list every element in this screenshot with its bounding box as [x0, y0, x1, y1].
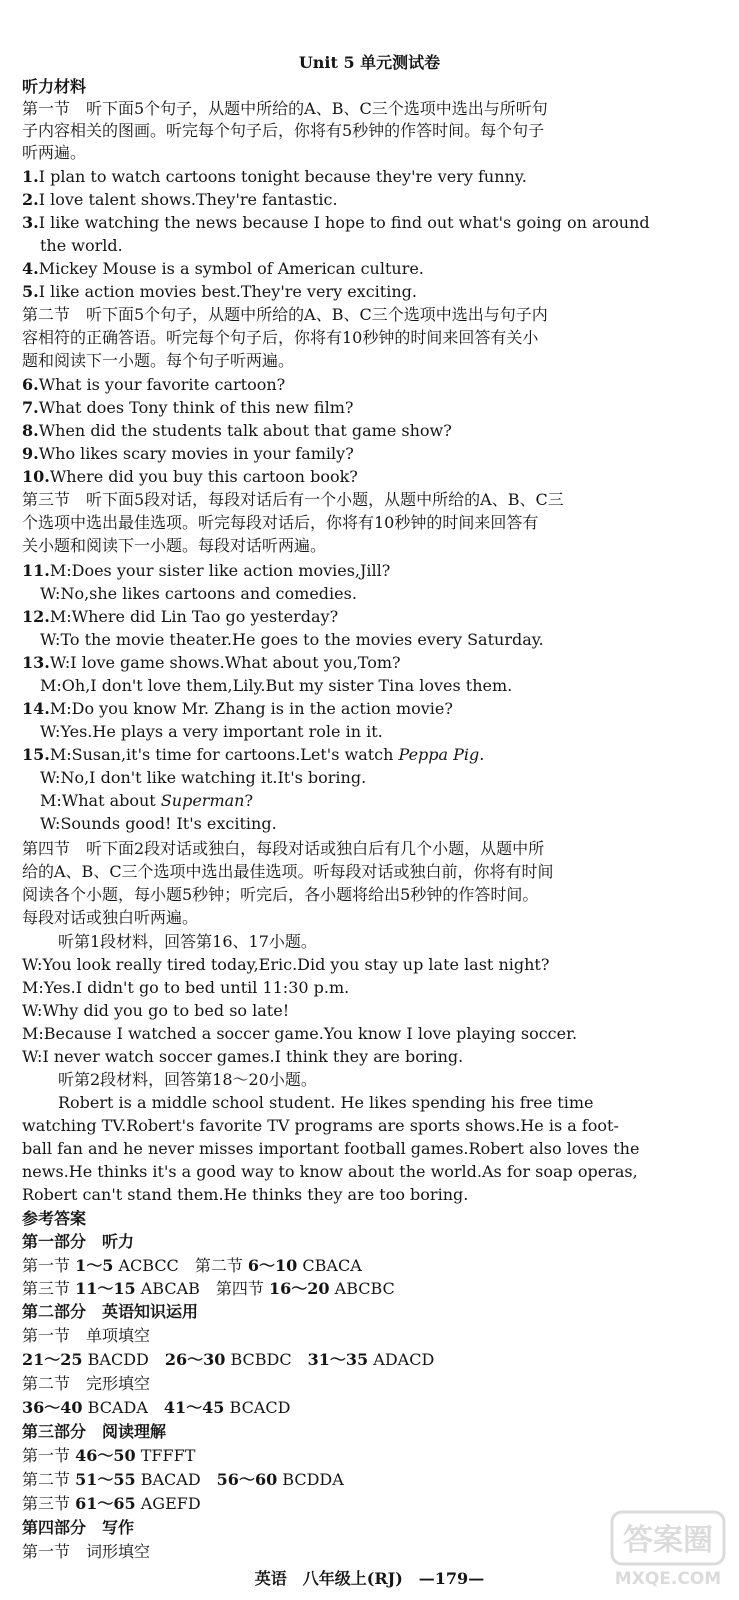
dialogue-line: W:No,I don't like watching it.It's boring. [40, 768, 367, 787]
section4-instruction: 第四节 听下面2段对话或独白，每段对话或独白后有几个小题，从题中所 [22, 839, 545, 858]
passage-line: Robert can't stand them.He thinks they are too boring. [22, 1185, 469, 1204]
watermark-logo-graphic [608, 1506, 728, 1590]
question-item: 4.Mickey Mouse is a symbol of American culture. [22, 259, 424, 278]
dialogue-line: M:What about Superman? [40, 791, 254, 810]
page-title: Unit 5 单元测试卷 [298, 53, 441, 72]
dialogue-line: M:Oh,I don't love them,Lily.But my sister Tina loves them. [40, 676, 513, 695]
section3-instruction: 个选项中选出最佳选项。听完每段对话后，你将有10秒钟的时间来回答有 [22, 513, 539, 532]
question-item: 6.What is your favorite cartoon? [22, 375, 286, 394]
dialogue-line: 11.M:Does your sister like action movies,Jill? [22, 561, 391, 580]
question-item: 3.I like watching the news because I hope to find out what's going on around [22, 213, 650, 232]
section2-instruction: 题和阅读下一小题。每个句子听两遍。 [22, 351, 295, 370]
part-heading: 第三部分 阅读理解 [22, 1422, 167, 1441]
answer-line: 第三节 11～15 ABCAB 第四节 16～20 ABCBC [22, 1279, 395, 1298]
passage-line: news.He thinks it's a good way to know about the world.As for soap operas, [22, 1162, 638, 1181]
passage-line: ball fan and he never misses important football games.Robert also loves the [22, 1139, 640, 1158]
section1-instruction: 子内容相关的图画。听完每个句子后，你将有5秒钟的作答时间。每个句子 [22, 121, 545, 140]
question-item: 2.I love talent shows.They're fantastic. [22, 190, 338, 209]
material-line: W:You look really tired today,Eric.Did you stay up late last night? [22, 955, 550, 974]
dialogue-line: W:To the movie theater.He goes to the movies every Saturday. [40, 630, 544, 649]
question-item: 8.When did the students talk about that game show? [22, 421, 452, 440]
section2-instruction: 容相符的正确答语。听完每个句子后，你将有10秒钟的时间来回答有关小 [22, 328, 539, 347]
passage-line: Robert is a middle school student. He likes spending his free time [58, 1093, 594, 1112]
question-item-continued: the world. [40, 236, 123, 255]
dialogue-line: W:No,she likes cartoons and comedies. [40, 584, 357, 603]
material-line: M:Yes.I didn't go to bed until 11:30 p.m. [22, 978, 350, 997]
dialogue-line: 15.M:Susan,it's time for cartoons.Let's watch Peppa Pig. [22, 745, 485, 764]
part-heading: 第二部分 英语知识运用 [22, 1302, 199, 1321]
material-line: M:Because I watched a soccer game.You know I love playing soccer. [22, 1024, 578, 1043]
answer-line: 第三节 61～65 AGEFD [22, 1494, 201, 1513]
watermark-logo [608, 1506, 728, 1590]
question-item: 5.I like action movies best.They're very exciting. [22, 282, 417, 301]
subsection-heading: 第一节 词形填空 [22, 1542, 151, 1561]
answer-line: 第二节 51～55 BACAD 56～60 BCDDA [22, 1470, 344, 1489]
part-heading: 第四部分 写作 [22, 1518, 135, 1537]
subsection-heading: 第一节 单项填空 [22, 1326, 151, 1345]
dialogue-line: 14.M:Do you know Mr. Zhang is in the action movie? [22, 699, 453, 718]
dialogue-line: W:Sounds good! It's exciting. [40, 814, 277, 833]
material-line: W:Why did you go to bed so late! [22, 1001, 290, 1020]
material-intro: 听第1段材料，回答第16、17小题。 [58, 932, 317, 951]
section1-instruction: 第一节 听下面5个句子，从题中所给的A、B、C三个选项中选出与所听句 [22, 99, 548, 118]
question-item: 10.Where did you buy this cartoon book? [22, 467, 358, 486]
section3-instruction: 关小题和阅读下一小题。每段对话听两遍。 [22, 536, 327, 555]
part-heading: 第一部分 听力 [22, 1232, 135, 1251]
question-item: 1.I plan to watch cartoons tonight because they're very funny. [22, 167, 527, 186]
section2-instruction: 第二节 听下面5个句子，从题中所给的A、B、C三个选项中选出与句子内 [22, 305, 548, 324]
section4-instruction: 给的A、B、C三个选项中选出最佳选项。听每段对话或独白前，你将有时间 [22, 862, 554, 881]
question-item: 7.What does Tony think of this new film? [22, 398, 354, 417]
dialogue-line: W:Yes.He plays a very important role in it. [40, 722, 383, 741]
dialogue-line: 13.W:I love game shows.What about you,Tom? [22, 653, 401, 672]
section1-instruction: 听两遍。 [22, 143, 87, 162]
listening-heading: 听力材料 [22, 77, 87, 96]
svg-text:MXQE.COM: MXQE.COM [614, 1569, 722, 1589]
dialogue-line: 12.M:Where did Lin Tao go yesterday? [22, 607, 339, 626]
answer-line: 21～25 BACDD 26～30 BCBDC 31～35 ADACD [22, 1350, 435, 1369]
section4-instruction: 每段对话或独白听两遍。 [22, 908, 199, 927]
subsection-heading: 第二节 完形填空 [22, 1374, 151, 1393]
material-line: W:I never watch soccer games.I think they are boring. [22, 1047, 464, 1066]
answer-line: 36～40 BCADA 41～45 BCACD [22, 1398, 291, 1417]
answers-heading: 参考答案 [22, 1209, 87, 1228]
answer-line: 第一节 1～5 ACBCC 第二节 6～10 CBACA [22, 1256, 362, 1275]
question-item: 9.Who likes scary movies in your family? [22, 444, 354, 463]
page-footer: 英语 八年级上(RJ) —179— [254, 1569, 485, 1588]
section3-instruction: 第三节 听下面5段对话，每段对话后有一个小题，从题中所给的A、B、C三 [22, 490, 564, 509]
passage-line: watching TV.Robert's favorite TV programs are sports shows.He is a foot- [22, 1116, 619, 1135]
section4-instruction: 阅读各个小题，每小题5秒钟；听完后，各小题将给出5秒钟的作答时间。 [22, 885, 539, 904]
answer-line: 第一节 46～50 TFFFT [22, 1446, 196, 1465]
material-intro: 听第2段材料，回答第18～20小题。 [58, 1070, 317, 1089]
svg-text:答案圈: 答案圈 [623, 1523, 713, 1558]
